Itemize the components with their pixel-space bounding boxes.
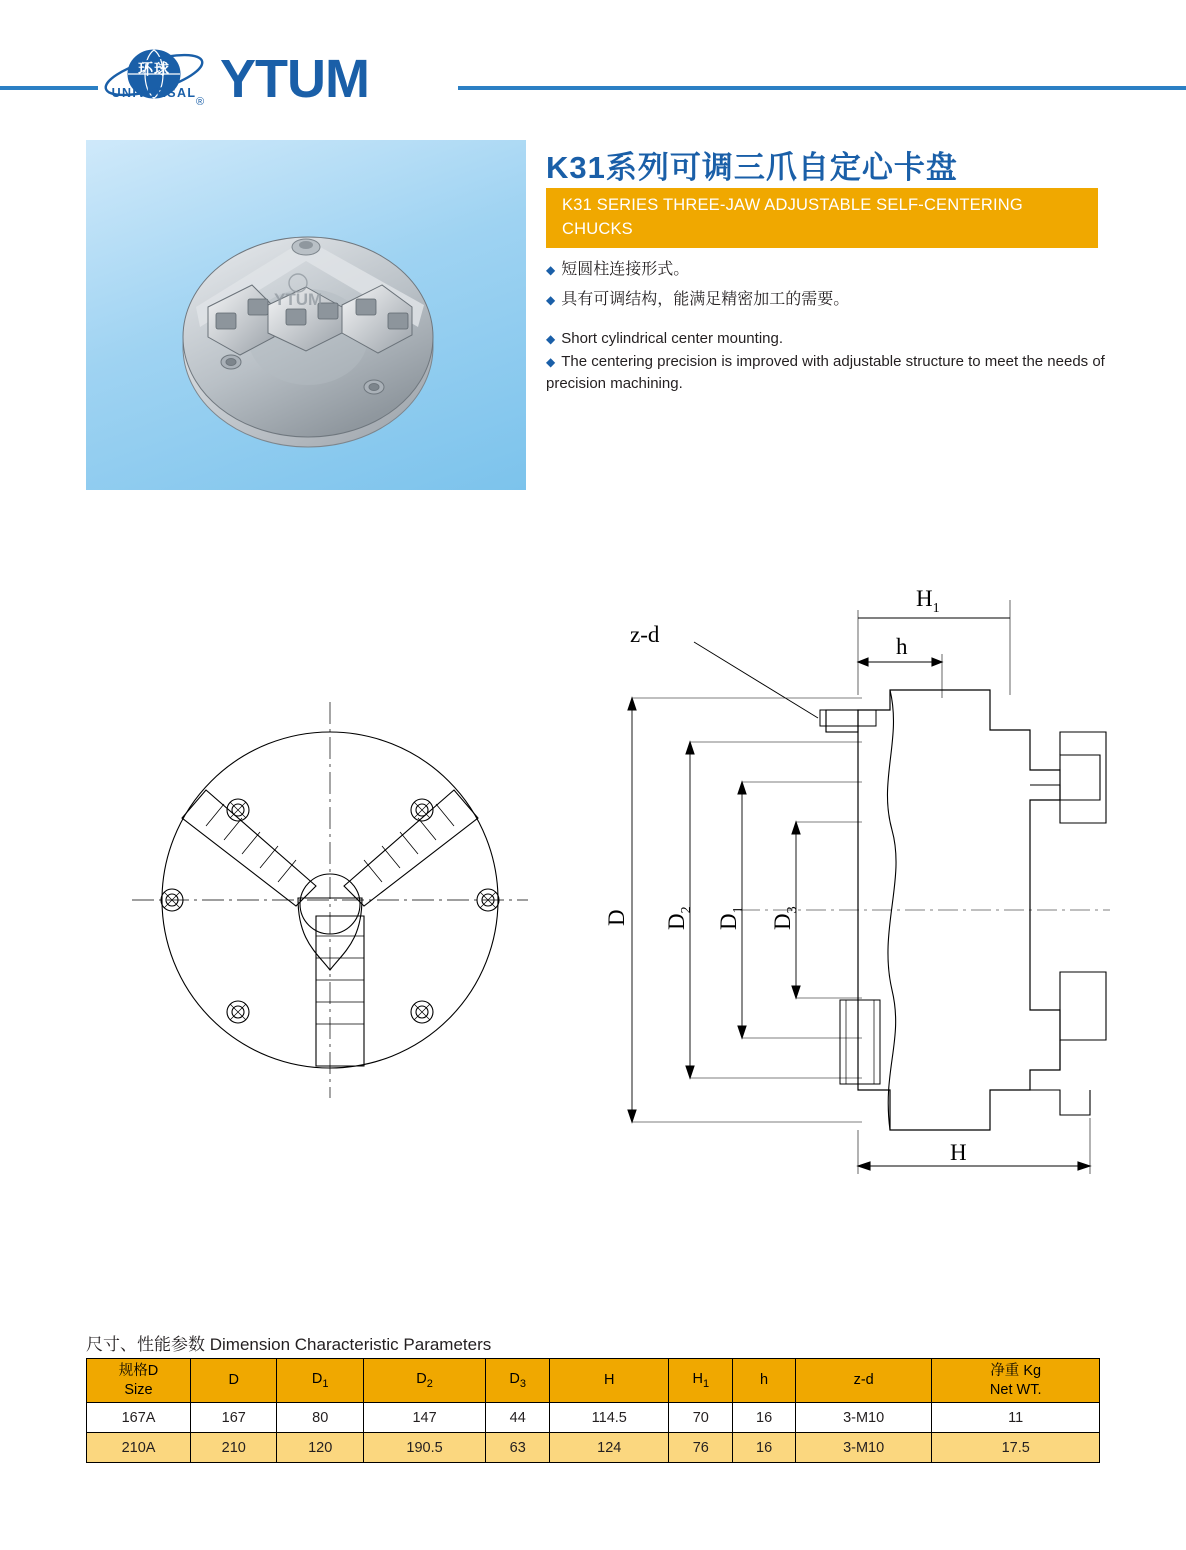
side-view-drawing	[590, 570, 1120, 1210]
cell-size: 210A	[87, 1433, 191, 1463]
col-H1: $H_1$	[669, 1359, 733, 1403]
label-D2: $D_2$	[664, 906, 694, 930]
cell-D2: 190.5	[363, 1433, 485, 1463]
table-caption: 尺寸、性能参数 Dimension Characteristic Parameters	[86, 1335, 492, 1354]
col-size: 规格D Size	[87, 1359, 191, 1403]
globe-icon	[102, 48, 206, 110]
technical-drawings	[0, 560, 1186, 1220]
cell-D: 210	[191, 1433, 277, 1463]
feature-en-item: ◆ Short cylindrical center mounting.	[546, 330, 784, 347]
cell-h: 16	[733, 1403, 796, 1433]
label-D3: $D_3$	[770, 906, 800, 930]
page-header	[0, 0, 1186, 132]
cell-H1: 70	[669, 1403, 733, 1433]
col-h: h	[733, 1359, 796, 1403]
cell-H: 124	[550, 1433, 669, 1463]
label-D: D	[604, 909, 629, 926]
svg-text:YTUM: YTUM	[274, 290, 323, 309]
cell-D1: 120	[277, 1433, 363, 1463]
product-title-en: K31 SERIES THREE-JAW ADJUSTABLE SELF-CENTERING CHUCKS	[546, 188, 1098, 248]
bullet-icon: ◆	[546, 293, 556, 308]
bullet-icon: ◆	[546, 354, 556, 369]
col-D2: $D_2$	[363, 1359, 485, 1403]
logo-en-text: UNIVERSAL	[111, 86, 197, 100]
product-photo	[86, 140, 526, 490]
bullet-icon: ◆	[546, 263, 556, 277]
specification-table	[86, 1358, 1100, 1463]
cell-zd: 3-M10	[795, 1403, 932, 1433]
feature-cn-item: ◆ 短圆柱连接形式。	[546, 261, 690, 278]
brand-wordmark: YTUM	[220, 49, 369, 109]
cell-D2: 147	[363, 1403, 485, 1433]
col-D: D	[191, 1359, 277, 1403]
label-D1: $D_1$	[716, 906, 746, 930]
col-net-weight: 净重 Kg Net WT.	[932, 1359, 1100, 1403]
cell-zd: 3-M10	[795, 1433, 932, 1463]
cell-net-weight: 11	[932, 1403, 1100, 1433]
col-H: H	[550, 1359, 669, 1403]
feature-cn-item: ◆ 具有可调结构，能满足精密加工的需要。	[546, 291, 850, 309]
logo	[98, 46, 458, 112]
features-cn	[546, 255, 1106, 316]
cell-H: 114.5	[550, 1403, 669, 1433]
product-title-cn: K31系列可调三爪自定心卡盘	[546, 150, 958, 185]
table-row	[87, 1433, 1100, 1463]
cell-net-weight: 17.5	[932, 1433, 1100, 1463]
cell-h: 16	[733, 1433, 796, 1463]
front-view-drawing	[120, 690, 540, 1110]
table-header-row	[87, 1359, 1100, 1403]
bullet-icon: ◆	[546, 332, 556, 346]
features-en	[546, 328, 1106, 395]
cell-size: 167A	[87, 1403, 191, 1433]
registered-mark: ®	[196, 96, 205, 108]
col-zd: z-d	[795, 1359, 932, 1403]
cell-H1: 76	[669, 1433, 733, 1463]
feature-en-item: ◆ The centering precision is improved with adjustable structure to meet the needs of precision machining.	[546, 352, 1105, 392]
cell-D1: 80	[277, 1403, 363, 1433]
label-H: H	[950, 1140, 967, 1165]
col-D3: $D_3$	[486, 1359, 550, 1403]
cell-D: 167	[191, 1403, 277, 1433]
chuck-illustration	[156, 187, 456, 457]
cell-D3: 44	[486, 1403, 550, 1433]
col-D1: $D_1$	[277, 1359, 363, 1403]
cell-D3: 63	[486, 1433, 550, 1463]
table-row	[87, 1403, 1100, 1433]
logo-cn-text: 环球	[137, 61, 170, 78]
label-H1: $H_1$	[916, 586, 940, 616]
label-z-d: z-d	[630, 622, 660, 647]
label-h: h	[896, 634, 908, 659]
